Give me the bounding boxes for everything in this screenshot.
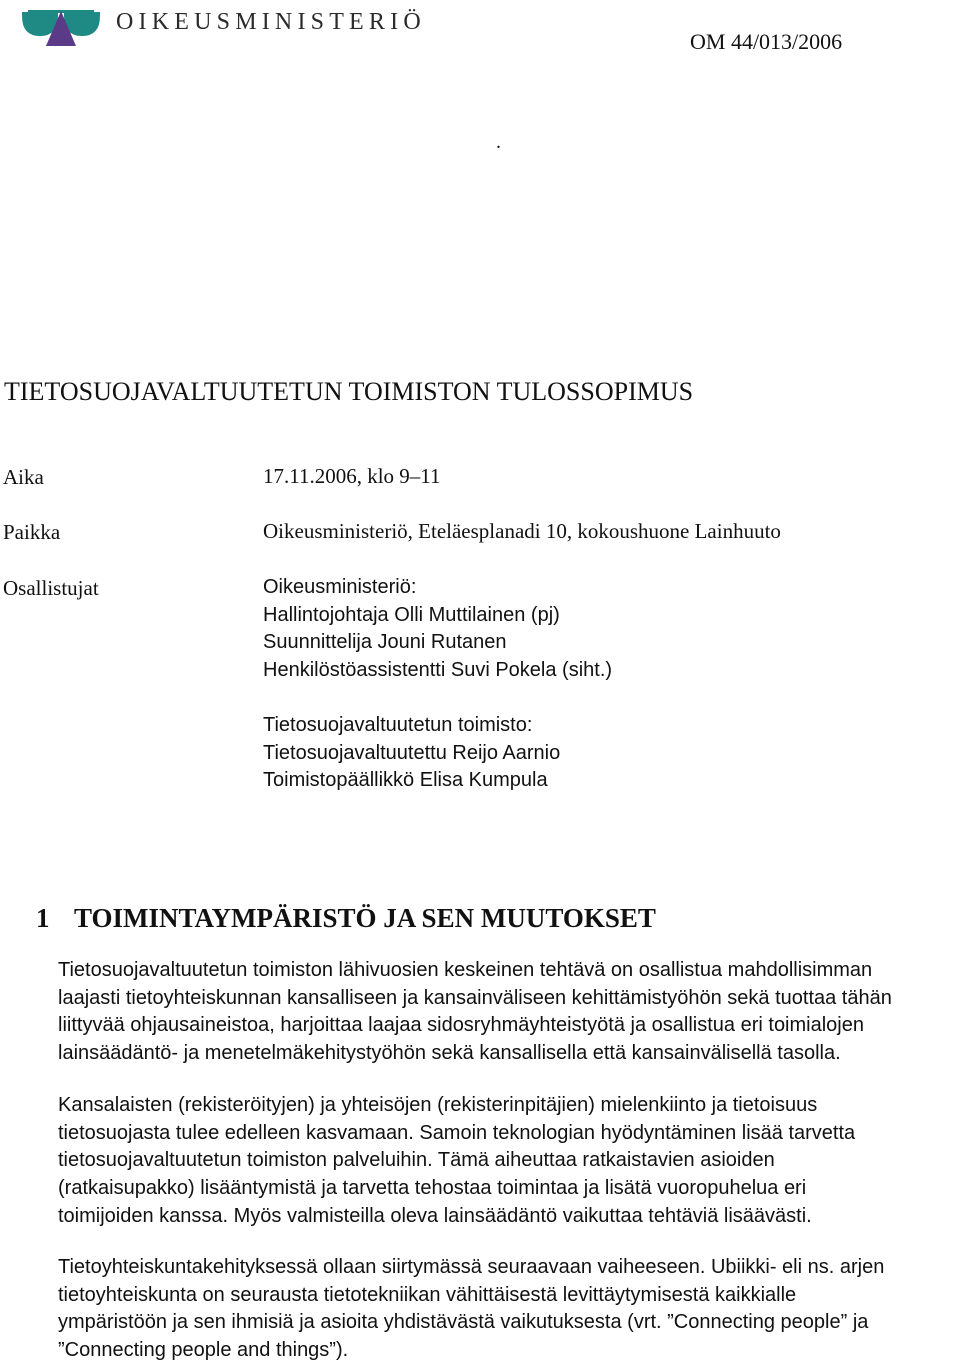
paragraph — [58, 1092, 960, 1231]
paragraph-line: lainsäädäntö- ja menetelmäkehitystyöhön sekä kansallisella että kansainvälisellä tasolla. — [58, 1042, 841, 1065]
paragraph-line: tietosuojavaltuutetun toimiston palveluihin. Tämä aiheuttaa ratkaistavien asioiden — [58, 1149, 775, 1172]
reference-number: OM 44/013/2006 — [690, 29, 843, 54]
section-heading — [36, 902, 656, 934]
paikka-label: Paikka — [3, 520, 61, 544]
stray-mark: . — [496, 131, 501, 153]
paragraph-line: ympäristöön ja sen ihmisiä ja asioita yhdistävästä vaikutuksesta (vrt. ”Connecting people” ja — [58, 1311, 869, 1334]
paragraph — [58, 957, 960, 1068]
ministry-logo-text: OIKEUSMINISTERIÖ — [116, 9, 426, 35]
paragraph-line: tietosuojasta tulee edelleen kasvamaan. Samoin teknologian hyödyntäminen lisää tarvetta — [58, 1121, 856, 1144]
participant-line: Tietosuojavaltuutettu Reijo Aarnio — [263, 741, 561, 764]
paikka-value: Oikeusministeriö, Eteläesplanadi 10, kokoushuone Lainhuuto — [263, 519, 781, 543]
participant-line: Tietosuojavaltuutetun toimisto: — [263, 714, 533, 736]
paragraph-line: tietoyhteiskunta on seurausta tietotekniikan vähittäisestä levittäytymisestä kaikkialle — [58, 1283, 797, 1306]
participant-line: Hallintojohtaja Olli Muttilainen (pj) — [263, 603, 560, 626]
participant-line: Suunnittelija Jouni Rutanen — [263, 631, 507, 653]
paragraph — [58, 1254, 960, 1365]
participant-line: Henkilöstöassistentti Suvi Pokela (siht.) — [263, 658, 613, 681]
paragraph-line: Tietosuojavaltuutetun toimiston lähivuosien keskeinen tehtävä on osallistua mahdollisimman — [58, 959, 873, 981]
document-title: TIETOSUOJAVALTUUTETUN TOIMISTON TULOSSOPIMUS — [4, 377, 694, 406]
paragraph-line: ”Connecting people and things”). — [58, 1339, 349, 1362]
section-number: 1 — [36, 903, 50, 933]
paragraph-line: toimijoiden kanssa. Myös valmisteilla oleva lainsäädäntö vaikuttaa tehtäviä lisäävästi. — [58, 1204, 812, 1227]
paragraph-line: laajasti tietoyhteiskunnan kansalliseen ja kansainväliseen kehittämistyöhön sekä tuottaa tähän — [58, 986, 892, 1009]
aika-value: 17.11.2006, klo 9–11 — [263, 464, 441, 488]
section-title: TOIMINTAYMPÄRISTÖ JA SEN MUUTOKSET — [74, 903, 656, 933]
aika-label: Aika — [3, 465, 44, 489]
participants-ministry — [263, 574, 612, 684]
participant-line: Toimistopäällikkö Elisa Kumpula — [263, 769, 548, 791]
osallistujat-label: Osallistujat — [3, 576, 99, 600]
paragraph-line: Tietoyhteiskuntakehityksessä ollaan siirtymässä seuraavaan vaiheeseen. Ubiikki- eli ns. arjen — [58, 1256, 885, 1278]
paragraph-line: liittyvää ohjausaineistoa, harjoittaa laajaa sidosryhmäyhteistyötä ja osallistua eri toimialojen — [58, 1014, 864, 1037]
ministry-logo-icon — [20, 6, 102, 48]
paragraph-line: Kansalaisten (rekisteröityjen) ja yhteisöjen (rekisterinpitäjien) mielenkiinto ja tietoisuus — [58, 1094, 818, 1116]
participants-office — [263, 712, 560, 795]
paragraph-line: (ratkaisupakko) lisääntymistä ja tarvetta tehostaa toimintaa ja lisätä vuoropuhelua eri — [58, 1177, 807, 1200]
participant-line: Oikeusministeriö: — [263, 576, 417, 598]
